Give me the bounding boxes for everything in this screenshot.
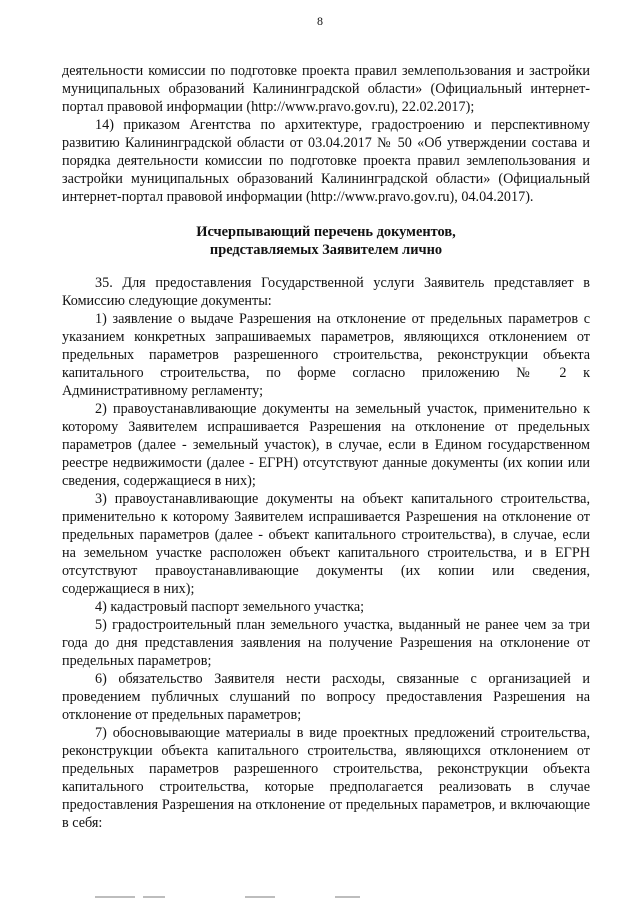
paragraph-item-14: 14) приказом Агентства по архитектуре, градостроению и перспективному развитию Калининградской области от 03.04.2017 № 50 «Об утверждении состава и порядка деятельности комиссии по подготовке проекта правил землепользования и застройки муниципальных образований Калининградской области» (Официальный интернет-портал правовой информации (http://www.pravo.gov.ru), 04.04.2017). [62, 117, 590, 205]
section-heading-line-2: представляемых Заявителем лично [209, 242, 443, 258]
section-heading [62, 223, 590, 259]
page-number: 8 [317, 14, 323, 28]
scan-artifact-marks [95, 896, 365, 900]
list-item-1: 1) заявление о выдаче Разрешения на отклонение от предельных параметров с указанием конкретных запрашиваемых параметров, являющихся отклонением от предельных параметров разрешенного строительства, реконструкции объекта капитального строительства, по форме согласно приложению № 2 к Административному регламенту; [62, 311, 590, 399]
list-item-4: 4) кадастровый паспорт земельного участка; [95, 599, 365, 615]
list-item-5: 5) градостроительный план земельного участка, выданный не ранее чем за три года до дня представления заявления на получение Разрешения на отклонение от предельных параметров; [62, 617, 590, 669]
list-item-3: 3) правоустанавливающие документы на объект капитального строительства, применительно к которому Заявителем испрашивается Разрешения на отклонение от предельных параметров (далее - объект капитального строительства), в случае, если на земельном участке расположен объект капитального строительства, и в ЕГРН отсутствуют правоустанавливающие документы (их копии или сведения, содержащиеся в них); [62, 491, 590, 597]
paragraph-continuation: деятельности комиссии по подготовке проекта правил землепользования и застройки муниципальных образований Калининградской области» (Официальный интернет-портал правовой информации (http://www.pravo.gov.ru), 22.02.2017); [62, 63, 590, 115]
paragraph-35: 35. Для предоставления Государственной услуги Заявитель представляет в Комиссию следующие документы: [62, 275, 590, 309]
document-body [62, 62, 590, 832]
section-heading-line-1: Исчерпывающий перечень документов, [196, 224, 456, 240]
list-item-2: 2) правоустанавливающие документы на земельный участок, применительно к которому Заявителем испрашивается Разрешения на отклонение от предельных параметров (далее - земельный участок), в случае, если в Едином государственном реестре недвижимости (далее - ЕГРН) отсутствуют данные документы (их копии или сведения, содержащиеся в них); [62, 401, 590, 489]
list-item-7: 7) обосновывающие материалы в виде проектных предложений строительства, реконструкции объекта капитального строительства, являющихся отклонением от предельных параметров разрешенного строительства, реконструкции объекта капитального строительства, которые предполагается реализовать в случае предоставления Разрешения на отклонение от предельных параметров, и включающие в себя: [62, 725, 590, 831]
list-item-6: 6) обязательство Заявителя нести расходы, связанные с организацией и проведением публичных слушаний по вопросу предоставления Разрешения на отклонение от предельных параметров; [62, 671, 590, 723]
